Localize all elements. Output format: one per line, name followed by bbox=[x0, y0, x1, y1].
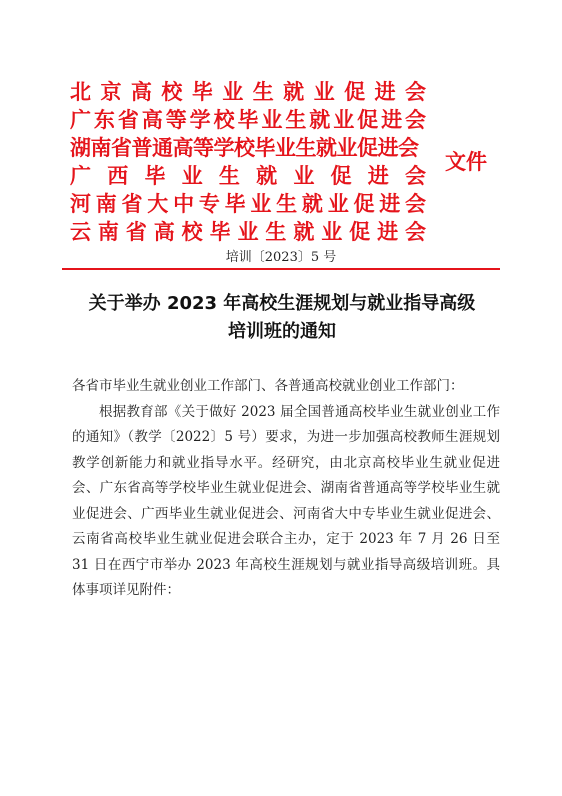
org-yunnan: 云南省高校毕业生就业促进会 bbox=[70, 220, 426, 244]
org-guangxi: 广 西 毕 业 生 就 业 促 进 会 bbox=[70, 164, 426, 188]
file-label: 文件 bbox=[445, 150, 487, 174]
org-henan: 河南省大中专毕业生就业促进会 bbox=[70, 192, 426, 216]
document-number: 培训〔2023〕5 号 bbox=[225, 250, 337, 265]
org-hunan: 湖南省普通高等学校毕业生就业促进会 bbox=[70, 136, 419, 160]
org-beijing: 北 京 高 校 毕 业 生 就 业 促 进 会 bbox=[70, 80, 426, 104]
title-line-1: 关于举办 2023 年高校生涯规划与就业指导高级 bbox=[88, 293, 476, 314]
body-paragraph: 根据教育部《关于做好 2023 届全国普通高校毕业生就业创业工作的通知》（教学〔2022〕5 号）要求，为进一步加强高校教师生涯规划教学创新能力和就业指导水平。经研究，由北京高校毕业生就业促进会、广东省高等学校毕业生就业促进会、湖南省普通高等学校毕业生就业促进会、广西毕业生就业促进会、河南省大中专毕业生就业促进会、云南省高校毕业生就业促进会联合主办，定于 2023 年 7 月 26 日至 31 日在西宁市举办 2023 年高校生涯规划与就业指导高级培训班。具体事项详见附件： bbox=[72, 403, 500, 598]
header-divider bbox=[62, 268, 500, 270]
document-title bbox=[60, 290, 504, 346]
org-guangdong: 广东省高等学校毕业生就业促进会 bbox=[70, 108, 426, 132]
document-body bbox=[72, 374, 500, 604]
salutation: 各省市毕业生就业创业工作部门、各普通高校就业创业工作部门： bbox=[72, 378, 464, 394]
title-line-2: 培训班的通知 bbox=[228, 321, 336, 342]
issuing-organizations bbox=[70, 78, 426, 246]
